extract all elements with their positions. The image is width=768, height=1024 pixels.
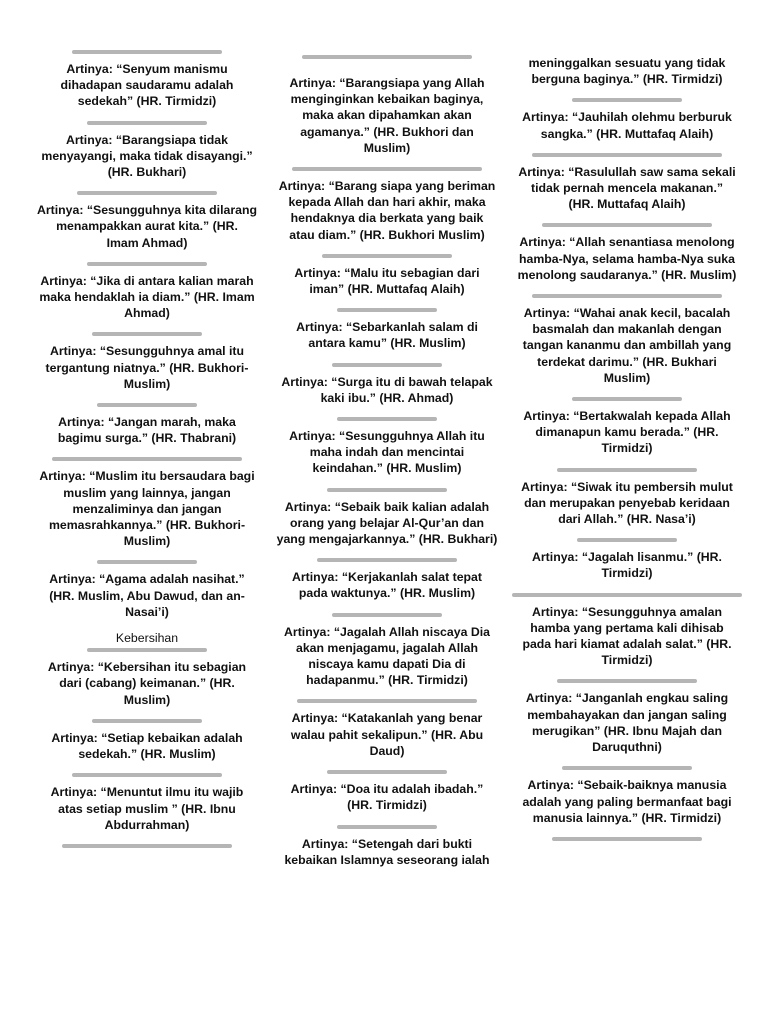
translation-text: Artinya: “Siwak itu pembersih mulut dan merupakan penyebab keridaan dari Allah.” (HR. Nasa’i) [521, 479, 733, 527]
arabic-verse-line [562, 766, 692, 770]
translation-text: Artinya: “Setengah dari bukti kebaikan Islamnya seseorang ialah [284, 836, 490, 867]
hadith-entry [27, 50, 267, 110]
translation-text: Artinya: “Menuntut ilmu itu wajib atas setiap muslim ” (HR. Ibnu Abdurrahman) [50, 785, 244, 832]
column-2 [267, 0, 507, 868]
translation-text: Artinya: “Jauhilah olehmu berburuk sangka.” (HR. Muttafaq Alaih) [522, 110, 732, 141]
arabic-verse-line [87, 262, 207, 266]
translation-text: Artinya: “Barang siapa yang beriman kepada Allah dan hari akhir, maka hendaknya dia berkata yang baik atau diam.” (HR. Bukhori Muslim) [278, 179, 496, 242]
column-1 [27, 0, 267, 855]
hadith-entry [27, 549, 267, 620]
arabic-verse-line [552, 837, 702, 841]
translation-text: Artinya: “Jagalah Allah niscaya Dia akan menjagamu, jagalah Allah niscaya kamu dapati Dia di hadapanmu.” (HR. Tirmidzi) [284, 624, 490, 688]
hadith-entry [507, 212, 747, 283]
hadith-entry [267, 547, 507, 601]
arabic-verse-line [337, 308, 437, 312]
hadith-entry [267, 406, 507, 477]
translation-text: Artinya: “Sebaik baik kalian adalah orang yang belajar Al-Qur’an dan yang mengajarkannya.” (HR. Bukhari) [276, 499, 498, 547]
arabic-verse-line [297, 699, 477, 703]
translation-text: Artinya: “Muslim itu bersaudara bagi muslim yang lainnya, jangan menzaliminya dan jangan memasrahkannya.” (HR. Bukhori- Muslim) [39, 469, 255, 549]
hadith-entry [507, 457, 747, 528]
hadith-entry [27, 446, 267, 549]
arabic-verse-line [337, 417, 437, 421]
arabic-verse-line [572, 397, 682, 401]
translation-text: Artinya: “Kebersihan itu sebagian dari (cabang) keimanan.” (HR. Muslim) [47, 660, 247, 707]
hadith-entry [27, 762, 267, 833]
arabic-verse-line [327, 770, 447, 774]
arabic-verse-line [337, 825, 437, 829]
column-3 [507, 0, 747, 848]
hadith-entry [267, 352, 507, 406]
arabic-verse-line [97, 560, 197, 564]
hadith-entry [267, 297, 507, 351]
translation-text: Artinya: “Jika di antara kalian marah maka hendaklah ia diam.” (HR. Imam Ahmad) [39, 273, 255, 321]
arabic-verse-line [87, 121, 207, 125]
translation-text: Artinya: “Sebarkanlah salam di antara kamu” (HR. Muslim) [296, 320, 478, 351]
arabic-verse-line [532, 153, 722, 157]
translation-text: Artinya: “Sesungguhnya amal itu tergantung niatnya.” (HR. Bukhori- Muslim) [45, 344, 249, 391]
translation-text: Artinya: “Surga itu di bawah telapak kaki ibu.” (HR. Ahmad) [281, 374, 493, 405]
translation-text: Artinya: “Katakanlah yang benar walau pahit sekalipun.” (HR. Abu Daud) [290, 711, 484, 758]
translation-text: Artinya: “Rasulullah saw sama sekali tidak pernah mencela makanan.” (HR. Muttafaq Alaih) [518, 164, 736, 212]
translation-text: Artinya: “Doa itu adalah ibadah.” (HR. Tirmidzi) [290, 782, 484, 813]
arabic-verse-line [77, 191, 217, 195]
hadith-entry [267, 759, 507, 813]
arabic-verse-line [322, 254, 452, 258]
arabic-verse-line [92, 719, 202, 723]
translation-text: Artinya: “Janganlah engkau saling membahayakan dan jangan saling merugikan” (HR. Ibnu Majah dan Daruquthni) [525, 691, 729, 755]
arabic-verse-line [332, 613, 442, 617]
hadith-entry [27, 180, 267, 251]
translation-text: Artinya: “Jagalah lisanmu.” (HR. Tirmidzi) [532, 550, 722, 581]
translation-text: Artinya: “Sesungguhnya amalan hamba yang pertama kali dihisab pada hari kiamat adalah salat.” (HR. Tirmidzi) [522, 604, 732, 668]
continued-translation-text: meninggalkan sesuatu yang tidak berguna baginya.” (HR. Tirmidzi) [528, 56, 726, 87]
arabic-verse-line [302, 55, 472, 59]
hadith-entry [267, 602, 507, 689]
hadith-entry [507, 668, 747, 755]
translation-text: Artinya: “Malu itu sebagian dari iman” (HR. Muttafaq Alaih) [294, 265, 480, 297]
hadith-entry [507, 142, 747, 213]
hadith-entry [267, 477, 507, 548]
translation-text: Artinya: “Sesungguhnya kita dilarang menampakkan aurat kita.” (HR. Imam Ahmad) [36, 203, 258, 250]
hadith-entry [27, 620, 267, 708]
translation-text: Artinya: “Jangan marah, maka bagimu surga.” (HR. Thabrani) [57, 415, 237, 446]
arabic-verse-line [62, 844, 232, 848]
hadith-entry [507, 527, 747, 581]
arabic-verse-line [87, 648, 207, 652]
column-lead-translation: Artinya: “Barangsiapa yang Allah menginginkan kebaikan baginya, maka akan dipahamkan akan agamanya.” (HR. Bukhori dan Muslim) [289, 76, 485, 155]
arabic-verse-line [542, 223, 712, 227]
hadith-entry [267, 243, 507, 297]
hadith-entry [507, 386, 747, 457]
hadith-entry [267, 688, 507, 759]
hadith-entry [27, 251, 267, 322]
hadith-entry [27, 708, 267, 762]
arabic-verse-line [572, 98, 682, 102]
arabic-verse-line [72, 773, 222, 777]
hadith-entry [267, 814, 507, 868]
arabic-verse-line [512, 593, 742, 597]
arabic-verse-line [532, 294, 722, 298]
translation-text: Artinya: “Senyum manismu dihadapan saudaramu adalah sedekah” (HR. Tirmidzi) [60, 62, 234, 109]
arabic-verse-line [557, 468, 697, 472]
hadith-entry [267, 156, 507, 243]
hadith-entry [27, 392, 267, 446]
hadith-entry [27, 110, 267, 181]
arabic-verse-line [92, 332, 202, 336]
translation-text: Artinya: “Allah senantiasa menolong hamba-Nya, selama hamba-Nya suka menolong saudaranya.” (HR. Muslim) [517, 235, 737, 282]
arabic-verse-line [52, 457, 242, 461]
translation-text: Artinya: “Sebaik-baiknya manusia adalah yang paling bermanfaat bagi manusia lainnya.” (HR. Tirmidzi) [522, 778, 732, 825]
translation-text: Artinya: “Bertakwalah kepada Allah dimanapun kamu berada.” (HR. Tirmidzi) [523, 409, 731, 456]
hadith-entry [507, 755, 747, 826]
arabic-verse-line [327, 488, 447, 492]
arabic-verse-line [97, 403, 197, 407]
arabic-verse-line [317, 558, 457, 562]
arabic-verse-line [292, 167, 482, 171]
arabic-verse-line [577, 538, 677, 542]
translation-text: Artinya: “Agama adalah nasihat.” (HR. Muslim, Abu Dawud, dan an- Nasai’i) [49, 572, 245, 619]
section-heading: Kebersihan [115, 631, 179, 646]
hadith-entry [27, 321, 267, 392]
arabic-verse-line [332, 363, 442, 367]
hadith-entry [507, 87, 747, 141]
translation-text: Artinya: “Wahai anak kecil, bacalah basmalah dan makanlah dengan tangan kananmu dan ambillah yang terdekat darimu.” (HR. Bukhari Muslim) [522, 306, 732, 385]
translation-text: Artinya: “Kerjakanlah salat tepat pada waktunya.” (HR. Muslim) [292, 570, 482, 601]
translation-text: Artinya: “Setiap kebaikan adalah sedekah.” (HR. Muslim) [51, 730, 243, 762]
hadith-entry [507, 582, 747, 669]
hadith-entry [507, 283, 747, 386]
translation-text: Artinya: “Barangsiapa tidak menyayangi, maka tidak disayangi.” (HR. Bukhari) [41, 132, 253, 180]
arabic-verse-line [72, 50, 222, 54]
arabic-verse-line [557, 679, 697, 683]
translation-text: Artinya: “Sesungguhnya Allah itu maha indah dan mencintai keindahan.” (HR. Muslim) [289, 429, 485, 476]
